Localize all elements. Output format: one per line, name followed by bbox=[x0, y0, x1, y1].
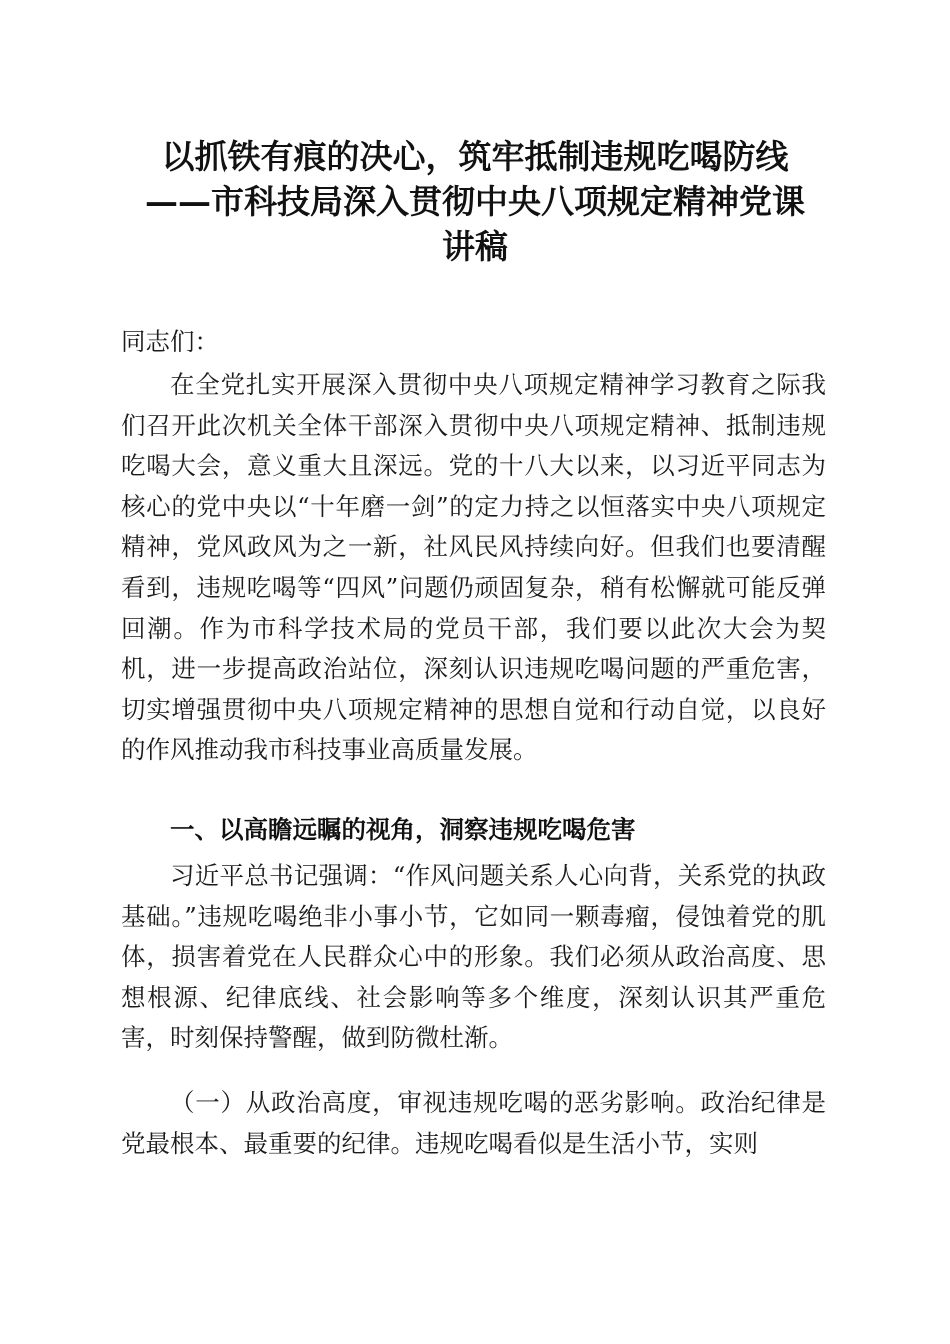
section-heading-1: 一、以高瞻远瞩的视角，洞察违规吃喝危害 bbox=[170, 815, 636, 844]
paragraph-subsection-1: （一）从政治高度，审视违规吃喝的恶劣影响。政治纪律是党最根本、最重要的纪律。违规吃喝看似是生活小节，实则 bbox=[121, 1088, 826, 1158]
paragraph-intro: 在全党扎实开展深入贯彻中央八项规定精神学习教育之际我们召开此次机关全体干部深入贯彻中央八项规定精神、抵制违规吃喝大会，意义重大且深远。党的十八大以来，以习近平同志为核心的党中央以“十年磨一剑”的定力持之以恒落实中央八项规定精神，党风政风为之一新，社风民风持续向好。但我们也要清醒看到，违规吃喝等“四风”问题仍顽固复杂，稍有松懈就可能反弹回潮。作为市科学技术局的党员干部，我们要以此次大会为契机，进一步提高政治站位，深刻认识违规吃喝问题的严重危害，切实增强贯彻中央八项规定精神的思想自觉和行动自觉，以良好的作风推动我市科技事业高质量发展。 bbox=[121, 370, 826, 765]
salutation: 同志们： bbox=[121, 327, 219, 356]
title-line-2: ——市科技局深入贯彻中央八项规定精神党课 bbox=[145, 182, 805, 221]
title-line-1: 以抓铁有痕的决心，筑牢抵制违规吃喝防线 bbox=[161, 137, 789, 176]
paragraph-section-1: 习近平总书记强调：“作风问题关系人心向背，关系党的执政基础。”违规吃喝绝非小事小节，它如同一颗毒瘤，侵蚀着党的肌体，损害着党在人民群众心中的形象。我们必须从政治高度、思想根源、纪律底线、社会影响等多个维度，深刻认识其严重危害，时刻保持警醒，做到防微杜渐。 bbox=[121, 861, 826, 1053]
document-title bbox=[110, 134, 840, 269]
title-line-3: 讲稿 bbox=[442, 227, 508, 266]
